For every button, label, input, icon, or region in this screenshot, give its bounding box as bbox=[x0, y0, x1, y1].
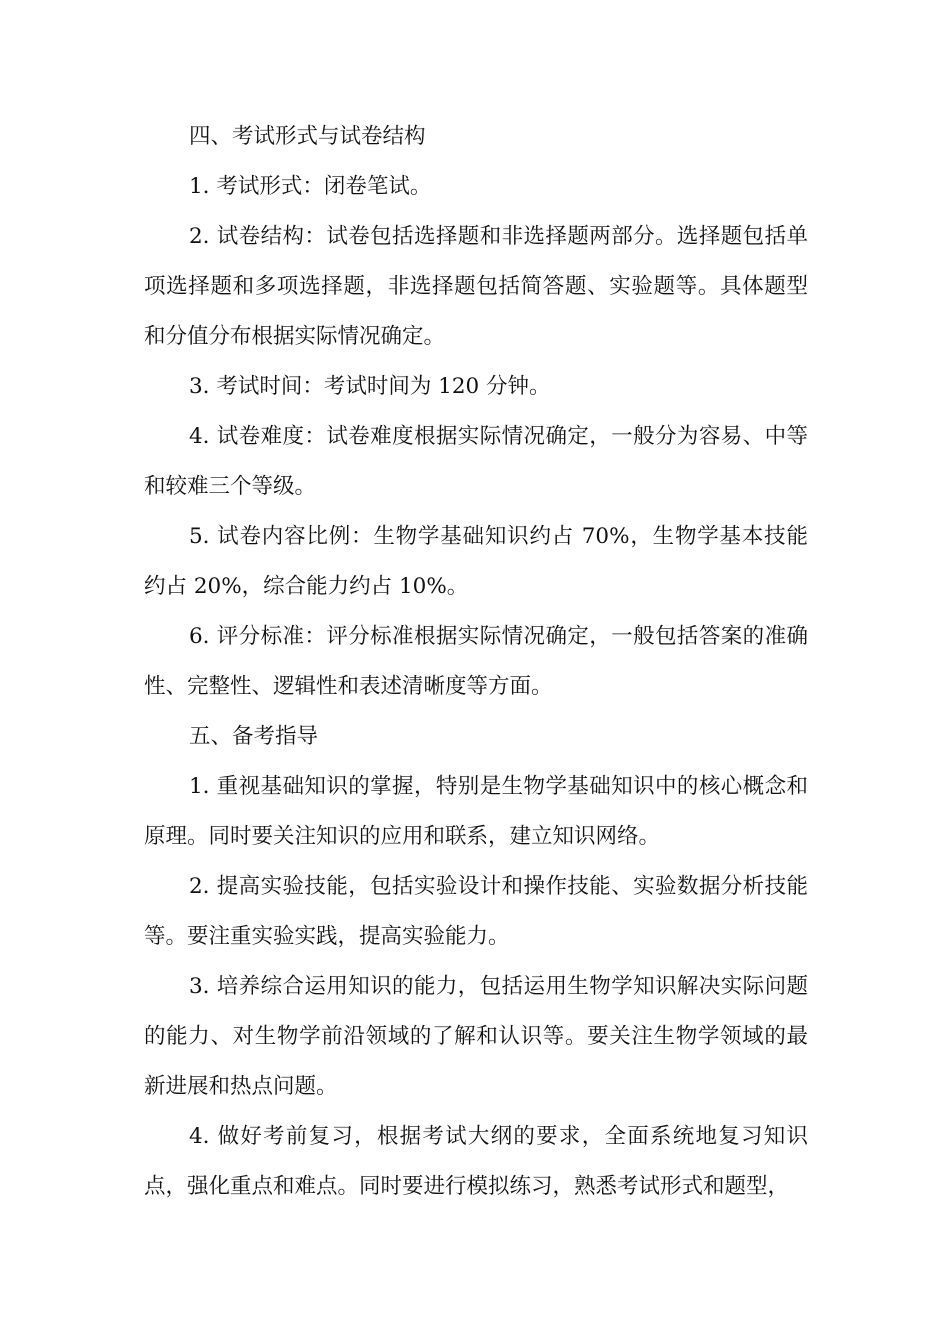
exam-format-item-5: 5. 试卷内容比例：生物学基础知识约占 70%，生物学基本技能约占 20%，综合能力约占 10%。 bbox=[144, 524, 808, 599]
exam-format-item-2: 2. 试卷结构：试卷包括选择题和非选择题两部分。选择题包括单项选择题和多项选择题，非选择题包括简答题、实验题等。具体题型和分值分布根据实际情况确定。 bbox=[144, 224, 808, 349]
prep-guide-item-2: 2. 提高实验技能，包括实验设计和操作技能、实验数据分析技能等。要注重实验实践，提高实验能力。 bbox=[144, 874, 808, 949]
exam-format-item-6: 6. 评分标准：评分标准根据实际情况确定，一般包括答案的准确性、完整性、逻辑性和表述清晰度等方面。 bbox=[144, 624, 808, 699]
prep-guide-item-1: 1. 重视基础知识的掌握，特别是生物学基础知识中的核心概念和原理。同时要关注知识的应用和联系，建立知识网络。 bbox=[144, 774, 808, 849]
exam-format-item-3: 3. 考试时间：考试时间为 120 分钟。 bbox=[189, 374, 551, 399]
exam-format-item-1: 1. 考试形式：闭卷笔试。 bbox=[189, 174, 432, 199]
section-heading-prep-guide: 五、备考指导 bbox=[189, 724, 319, 749]
section-heading-exam-format: 四、考试形式与试卷结构 bbox=[189, 124, 426, 149]
prep-guide-item-3: 3. 培养综合运用知识的能力，包括运用生物学知识解决实际问题的能力、对生物学前沿领域的了解和认识等。要关注生物学领域的最新进展和热点问题。 bbox=[144, 974, 808, 1099]
prep-guide-item-4: 4. 做好考前复习，根据考试大纲的要求，全面系统地复习知识点，强化重点和难点。同时要进行模拟练习，熟悉考试形式和题型， bbox=[144, 1124, 808, 1199]
document-body bbox=[144, 112, 808, 1212]
exam-format-item-4: 4. 试卷难度：试卷难度根据实际情况确定，一般分为容易、中等和较难三个等级。 bbox=[144, 424, 808, 499]
